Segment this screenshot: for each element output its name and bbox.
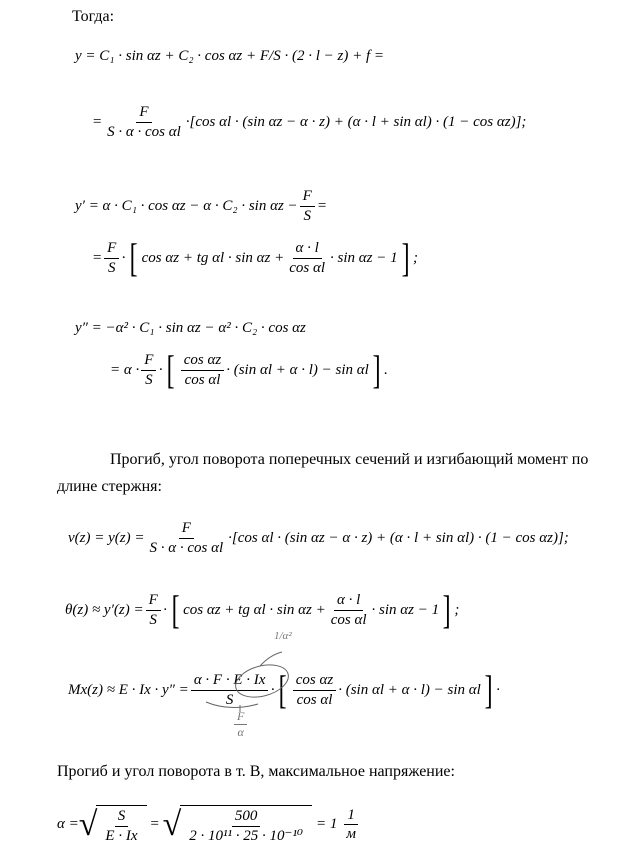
eq-theta-inner-fraction bbox=[328, 592, 370, 628]
eq-theta-inner-b: · sin αz − 1 bbox=[371, 601, 440, 618]
eq-v-lhs: v(z) = y(z) = bbox=[68, 529, 145, 546]
eq-v-fraction bbox=[146, 520, 226, 556]
eq-alpha-eq: = bbox=[149, 816, 160, 832]
equation-y-line1 bbox=[75, 48, 384, 65]
eq-theta-fraction bbox=[146, 592, 161, 628]
eq-y1-end: ; bbox=[412, 249, 418, 266]
eq-y2-inner-frac-den: cos αl bbox=[184, 371, 221, 388]
annotation-bottom-num: F bbox=[234, 710, 247, 725]
eq-y2-inner-b: · (sin αl + α · l) − sin αl bbox=[226, 361, 369, 378]
eq-y1-frac-den: S bbox=[107, 259, 116, 276]
eq-theta-inner-frac-den: cos αl bbox=[330, 611, 367, 628]
eq-m-frac-num: α · F · E · Ix bbox=[191, 672, 269, 691]
equation-y1-line2: = $\frac{F}{S}$ · [ cos αz + tg αl · sin αz + $\frac{\alpha \cdot l}{\text{cos αl}}$ · sin αz − 1 ] ; bbox=[92, 235, 418, 280]
eq-y1-inner-fraction bbox=[286, 240, 328, 276]
intro-text: Тогда: bbox=[72, 8, 115, 25]
annotation-bottom-fraction bbox=[234, 710, 247, 739]
equation-v bbox=[68, 520, 569, 556]
unit-fraction bbox=[343, 807, 359, 843]
eq-y-line2-fraction bbox=[104, 104, 184, 140]
eq-v-frac-den: S · α · cos αl bbox=[149, 539, 224, 556]
equation-mx: Mx(z) ≈ E · Ix · y″ = $\frac{\alpha \cdot F \cdot E \cdot Ix}{S}$ · [ $\frac{\text{cos αz}}{\text{cos αl}}$ · (sin αl + α · l) − sin αl ] · bbox=[68, 667, 500, 712]
eq-m-inner-frac-num: cos αz bbox=[293, 672, 336, 691]
eq-y1-line1-frac-den: S bbox=[303, 207, 311, 224]
unit-den: м bbox=[346, 826, 356, 842]
eq-theta-frac-num: F bbox=[146, 592, 161, 611]
eq-theta-frac-den: S bbox=[149, 611, 157, 628]
eq-y1-inner-frac-num: α · l bbox=[293, 240, 322, 259]
eq-m-lhs: Mx(z) ≈ E · Ix · y″ = bbox=[68, 681, 189, 698]
annotation-bottom bbox=[232, 710, 249, 739]
equation-y-line2 bbox=[92, 104, 526, 140]
eq-y1-line2-lhs: = bbox=[92, 249, 103, 266]
eq-y-line2-rest: ·[cos αl · (sin αz − α · z) + (α · l + sin αl) · (1 − cos αz)]; bbox=[185, 113, 527, 130]
sqrt-2: √ $\frac{500}{\text{2 · 10¹¹ · 25 · 10⁻¹⁰}}$ bbox=[163, 805, 312, 844]
annotation-top-text: 1/α² bbox=[274, 630, 292, 642]
eq-y1-line1-fraction bbox=[300, 188, 315, 224]
eq-y-line1-text: y = C₁ · sin αz + C₂ · cos αz + F/S · (2 · l − z) + f = bbox=[75, 48, 384, 64]
eq-theta-inner-frac-num: α · l bbox=[334, 592, 363, 611]
paragraph-1-line1: Прогиб, угол поворота поперечных сечений и изгибающий момент по bbox=[110, 451, 589, 468]
eq-y1-inner-b: · sin αz − 1 bbox=[330, 249, 398, 266]
eq-y2-end: . bbox=[384, 361, 388, 378]
eq-y1-line1-text: y′ = α · C₁ · cos αz − α · C₂ · sin αz − bbox=[75, 197, 298, 214]
eq-theta-end: ; bbox=[454, 601, 460, 618]
eq-y1-fraction bbox=[104, 240, 119, 276]
eq-y-frac-den: S · α · cos αl bbox=[107, 123, 181, 140]
eq-y2-frac-den: S bbox=[145, 371, 153, 388]
eq-y2-line2-lhs: = α · bbox=[110, 361, 140, 378]
sqrt-2-den: 2 · 10¹¹ · 25 · 10⁻¹⁰ bbox=[189, 827, 303, 844]
eq-m-inner-b: · (sin αl + α · l) − sin αl bbox=[338, 681, 481, 698]
eq-theta-inner-a: cos αz + tg αl · sin αz + bbox=[183, 601, 326, 618]
eq-m-end: · bbox=[496, 681, 500, 698]
sqrt-1-num: S bbox=[115, 808, 129, 827]
annotation-bottom-den: α bbox=[237, 725, 244, 740]
eq-y1-line1-frac-num: F bbox=[300, 188, 315, 207]
equation-y2-line1 bbox=[75, 320, 306, 337]
equation-theta: θ(z) ≈ y′(z) = $\frac{F}{S}$ · [ cos αz + tg αl · sin αz + $\frac{\alpha \cdot l}{\text{cos αl}}$ · sin αz − 1 ] ; bbox=[65, 587, 460, 632]
eq-m-inner-fraction bbox=[293, 672, 336, 708]
equation-y1-line1 bbox=[75, 188, 327, 224]
eq-alpha-rhs: = 1 bbox=[315, 816, 338, 832]
unit-num: 1 bbox=[344, 807, 358, 826]
eq-y2-frac-num: F bbox=[141, 352, 156, 371]
eq-y2-inner-frac-num: cos αz bbox=[181, 352, 224, 371]
eq-m-frac-den: S bbox=[225, 691, 234, 708]
equation-alpha bbox=[57, 805, 361, 844]
sqrt-1-fraction bbox=[102, 808, 140, 844]
eq-v-frac-num: F bbox=[179, 520, 194, 539]
eq-m-inner-frac-den: cos αl bbox=[296, 691, 333, 708]
eq-y1-inner-a: cos αz + tg αl · sin αz + bbox=[141, 249, 285, 266]
eq-y1-frac-num: F bbox=[104, 240, 119, 259]
sqrt-2-fraction bbox=[186, 808, 306, 844]
eq-y2-line1-text: y″ = −α² · C₁ · sin αz − α² · C₂ · cos αz bbox=[75, 320, 306, 336]
eq-theta-lhs: θ(z) ≈ y′(z) = bbox=[65, 601, 144, 618]
eq-y1-line1-end: = bbox=[316, 197, 327, 214]
eq-y-line2-lhs: = bbox=[92, 113, 103, 130]
eq-y2-fraction bbox=[141, 352, 156, 388]
eq-y1-inner-frac-den: cos αl bbox=[289, 259, 326, 276]
equation-y2-line2: = α · $\frac{F}{S}$ · [ $\frac{\text{cos αz}}{\text{cos αl}}$ · (sin αl + α · l) − sin αl ] . bbox=[110, 347, 388, 392]
eq-m-fraction bbox=[191, 672, 269, 708]
sqrt-2-num: 500 bbox=[232, 808, 261, 827]
paragraph-1-line2: длине стержня: bbox=[57, 478, 162, 495]
paragraph-2: Прогиб и угол поворота в т. B, максимальное напряжение: bbox=[57, 763, 455, 780]
eq-y2-inner-fraction bbox=[181, 352, 224, 388]
eq-alpha-lhs: α = bbox=[57, 816, 79, 832]
eq-y-frac-num: F bbox=[136, 104, 151, 123]
annotation-top bbox=[274, 630, 292, 642]
eq-v-rest: ·[cos αl · (sin αz − α · z) + (α · l + sin αl) · (1 − cos αz)]; bbox=[228, 529, 569, 546]
sqrt-1: √ $\frac{S}{E \cdot Ix}$ bbox=[79, 805, 147, 844]
sqrt-1-den: E · Ix bbox=[105, 827, 138, 844]
